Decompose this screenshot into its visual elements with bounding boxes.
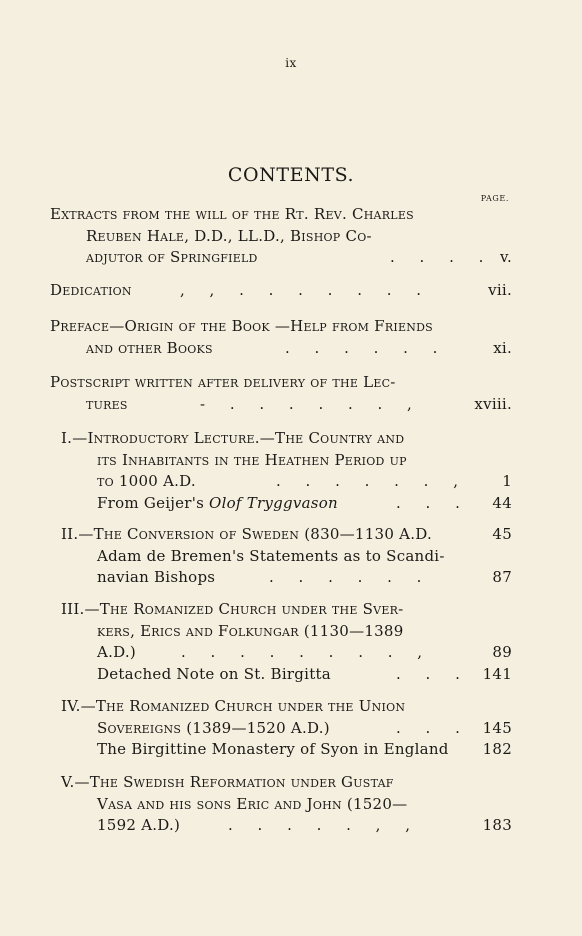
- toc-entry-postscript: [50, 372, 512, 415]
- toc-line: IV.—The Romanized Church under the Union: [61, 697, 406, 715]
- dot-leaders: . . . .: [390, 248, 494, 266]
- toc-line: [61, 815, 512, 837]
- toc-line: Preface—Origin of the Book —Help from Friends: [50, 317, 433, 335]
- toc-subentry: [61, 739, 512, 761]
- page-ref: 44: [492, 493, 512, 512]
- toc-line: kers, Erics and Folkungar (1130—1389: [97, 621, 404, 640]
- toc-line: [61, 718, 512, 740]
- toc-entry-extracts: [50, 204, 512, 269]
- page-ref: 145: [482, 718, 512, 737]
- toc-entry-preface: [50, 316, 512, 359]
- page-ref: 141: [482, 664, 512, 683]
- dot-leaders: , , . . . . . . .: [180, 281, 432, 299]
- toc-line: Postscript written after delivery of the Lec-: [50, 373, 396, 391]
- toc-line: Vasa and his sons Eric and John (1520—: [97, 794, 408, 813]
- toc-line-text: Sovereigns (1389—1520 A.D.): [97, 718, 330, 737]
- toc-line: [50, 280, 512, 302]
- toc-chapter-4: [61, 696, 512, 761]
- page-ref: 1: [502, 472, 512, 490]
- page-ref: xviii.: [474, 394, 512, 413]
- dot-leaders: . . . . . .: [269, 568, 432, 586]
- toc-subentry: [61, 664, 512, 686]
- toc-line: its Inhabitants in the Heathen Period up: [97, 450, 407, 469]
- toc-subentry: [61, 493, 512, 515]
- dot-leaders: . . .: [396, 718, 470, 737]
- page-ref: xi.: [493, 338, 512, 357]
- toc-subentry-text: The Birgittine Monastery of Syon in England: [97, 740, 449, 758]
- toc-line: [61, 524, 512, 546]
- toc-line-text: to 1000 A.D.: [97, 472, 196, 490]
- page-ref: vii.: [488, 281, 512, 299]
- toc-line-text: adjutor of Springfield: [86, 248, 258, 266]
- toc-line-text: A.D.): [97, 643, 136, 661]
- toc-line: [50, 394, 512, 416]
- dot-leaders: . . .: [396, 493, 470, 512]
- page-ref: v.: [500, 248, 512, 266]
- toc-chapter-3: [61, 599, 512, 685]
- page-ref: 45: [492, 525, 512, 543]
- toc-line: [61, 471, 512, 493]
- toc-subentry-text: Detached Note on St. Birgitta: [97, 664, 331, 683]
- toc-line-text: Dedication: [50, 281, 132, 299]
- dot-leaders: - . . . . . . ,: [200, 394, 422, 413]
- dot-leaders: . . . . . .: [285, 338, 448, 357]
- toc-line: V.—The Swedish Reformation under Gustaf: [61, 773, 394, 791]
- dot-leaders: . . . . . , ,: [228, 816, 420, 834]
- toc-line-text: navian Bishops: [97, 568, 216, 586]
- page-ref: 183: [482, 816, 512, 834]
- toc-subentry-title: Olof Tryggvason: [209, 493, 338, 512]
- toc-chapter-1: [61, 428, 512, 514]
- page-ref: 87: [492, 568, 512, 586]
- toc-entry-dedication: [50, 280, 512, 302]
- toc-line: [50, 338, 512, 360]
- toc-subentry-text: From Geijer's: [97, 493, 210, 512]
- dot-leaders: . . .: [396, 664, 470, 683]
- contents-heading: CONTENTS.: [227, 164, 355, 186]
- toc-line: [50, 247, 512, 269]
- page-number: ix: [285, 56, 297, 70]
- toc-line: Extracts from the will of the Rt. Rev. Charles: [50, 205, 414, 223]
- toc-line: [61, 567, 512, 589]
- toc-line-text: tures: [86, 394, 128, 413]
- toc-chapter-5: [61, 772, 512, 837]
- toc-line-text: and other Books: [86, 338, 213, 357]
- toc-line-text: 1592 A.D.): [97, 816, 181, 834]
- toc-line: [61, 642, 512, 664]
- toc-line: III.—The Romanized Church under the Sver-: [61, 600, 404, 618]
- toc-chapter-2: [61, 524, 512, 589]
- toc-line: Reuben Hale, D.D., LL.D., Bishop Co-: [86, 226, 372, 245]
- page-ref: 182: [482, 740, 512, 758]
- dot-leaders: . . . . . . . . ,: [181, 643, 433, 661]
- toc-line-text: II.—The Conversion of Sweden (830—1130 A.D.: [61, 525, 432, 543]
- toc-line: Adam de Bremen's Statements as to Scandi-: [97, 546, 445, 565]
- dot-leaders: . . . . . . ,: [276, 472, 468, 490]
- page-column-label: PAGE.: [480, 194, 509, 203]
- page-ref: 89: [492, 643, 512, 661]
- toc-line: I.—Introductory Lecture.—The Country and: [61, 429, 405, 447]
